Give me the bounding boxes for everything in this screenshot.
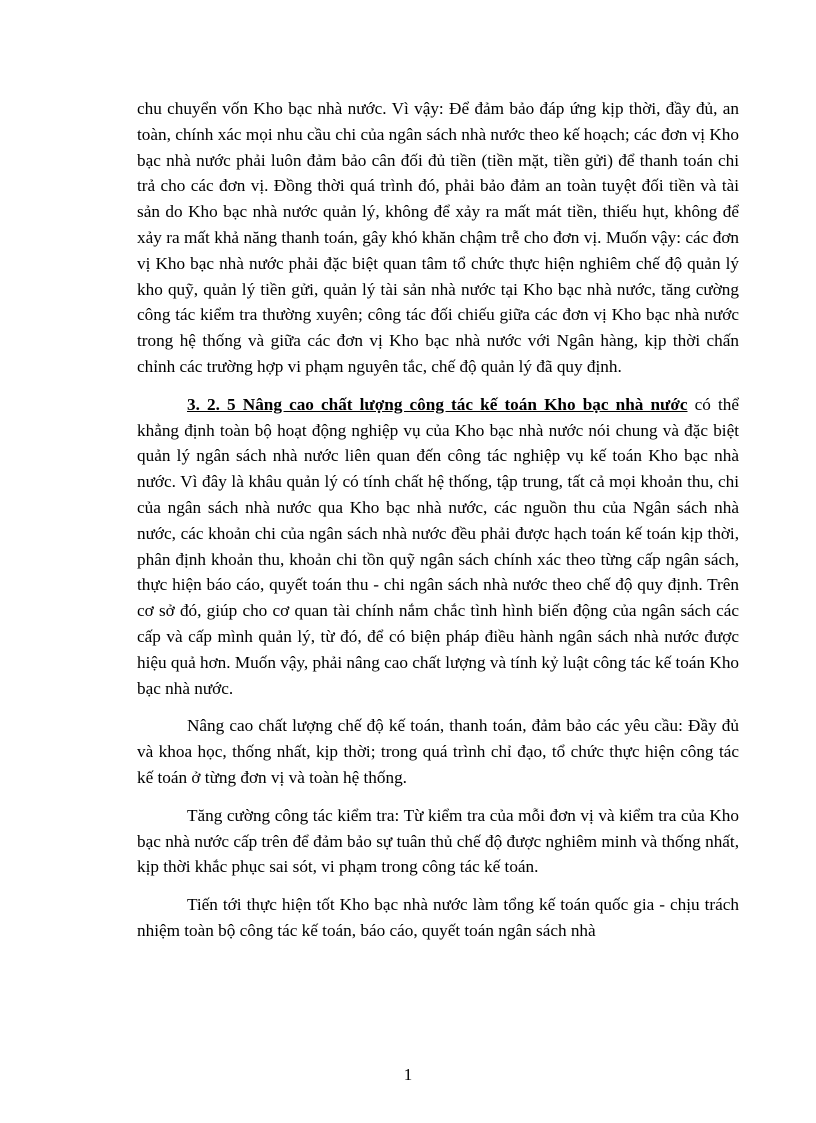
paragraph-2 — [137, 392, 739, 702]
paragraph-4-text: Tăng cường công tác kiểm tra: Từ kiểm tra của mỗi đơn vị và kiểm tra của Kho bạc nhà nước cấp trên để đảm bảo sự tuân thủ chế độ được nghiêm minh và thống nhất, kịp thời khắc phục sai sót, vi phạm trong công tác kế toán. — [137, 805, 739, 877]
page-number: 1 — [403, 1065, 413, 1084]
paragraph-3-text: Nâng cao chất lượng chế độ kế toán, thanh toán, đảm bảo các yêu cầu: Đầy đủ và khoa học, thống nhất, kịp thời; trong quá trình chỉ đạo, tổ chức thực hiện công tác kế toán ở từng đơn vị và toàn hệ thống. — [137, 716, 739, 787]
paragraph-1 — [137, 96, 739, 380]
paragraph-4 — [137, 803, 739, 880]
paragraph-3 — [137, 713, 739, 790]
paragraph-2-text: có thể khẳng định toàn bộ hoạt động nghiệp vụ của Kho bạc nhà nước nói chung và đặc biệt quản lý ngân sách nhà nước liên quan đến công tác nghiệp vụ kế toán Kho bạc nhà nước. Vì đây là khâu quản lý có tính chất hệ thống, tập trung, tất cả mọi khoản thu, chi của ngân sách nhà nước qua Kho bạc nhà nước, các nguồn thu của Ngân sách nhà nước, các khoản chi của ngân sách nhà nước đều phải được hạch toán kế toán kịp thời, phân định khoản thu, khoản chi tồn quỹ ngân sách chính xác theo từng cấp ngân sách, thực hiện báo cáo, quyết toán thu - chi ngân sách nhà nước theo chế độ quy định. Trên cơ sở đó, giúp cho cơ quan tài chính nắm chắc tình hình biến động của ngân sách các cấp và cấp mình quản lý, từ đó, để có biện pháp điều hành ngân sách nhà nước được hiệu quả hơn. Muốn vậy, phải nâng cao chất lượng và tính kỷ luật công tác kế toán Kho bạc nhà nước. — [137, 394, 740, 698]
section-heading: 3. 2. 5 Nâng cao chất lượng công tác kế toán Kho bạc nhà nước — [187, 394, 688, 414]
paragraph-1-text: chu chuyển vốn Kho bạc nhà nước. Vì vậy: Để đảm bảo đáp ứng kịp thời, đầy đủ, an toàn, chính xác mọi nhu cầu chi của ngân sách nhà nước theo kế hoạch; các đơn vị Kho bạc nhà nước phải luôn đảm bảo cân đối đủ tiền (tiền mặt, tiền gửi) để thanh toán chi trả cho các đơn vị. Đồng thời quá trình đó, phải bảo đảm an toàn tuyệt đối tiền và tài sản do Kho bạc nhà nước quản lý, không để xảy ra mất mát tiền, thiếu hụt, không để xảy ra mất khả năng thanh toán, gây khó khăn chậm trễ cho đơn vị. Muốn vậy: các đơn vị Kho bạc nhà nước phải đặc biệt quan tâm tổ chức thực hiện nghiêm chế độ quản lý kho quỹ, quản lý tiền gửi, quản lý tài sản nhà nước tại Kho bạc nhà nước, tăng cường công tác kiểm tra thường xuyên; công tác đối chiếu giữa các đơn vị Kho bạc nhà nước trong hệ thống và giữa các đơn vị Kho bạc nhà nước với Ngân hàng, kịp thời chấn chỉnh các trường hợp vi phạm nguyên tắc, chế độ quản lý đã quy định. — [137, 99, 739, 376]
paragraph-5 — [137, 892, 739, 944]
document-body — [137, 96, 739, 956]
paragraph-5-text: Tiến tới thực hiện tốt Kho bạc nhà nước làm tổng kế toán quốc gia - chịu trách nhiệm toàn bộ công tác kế toán, báo cáo, quyết toán ngân sách nhà — [137, 895, 739, 940]
